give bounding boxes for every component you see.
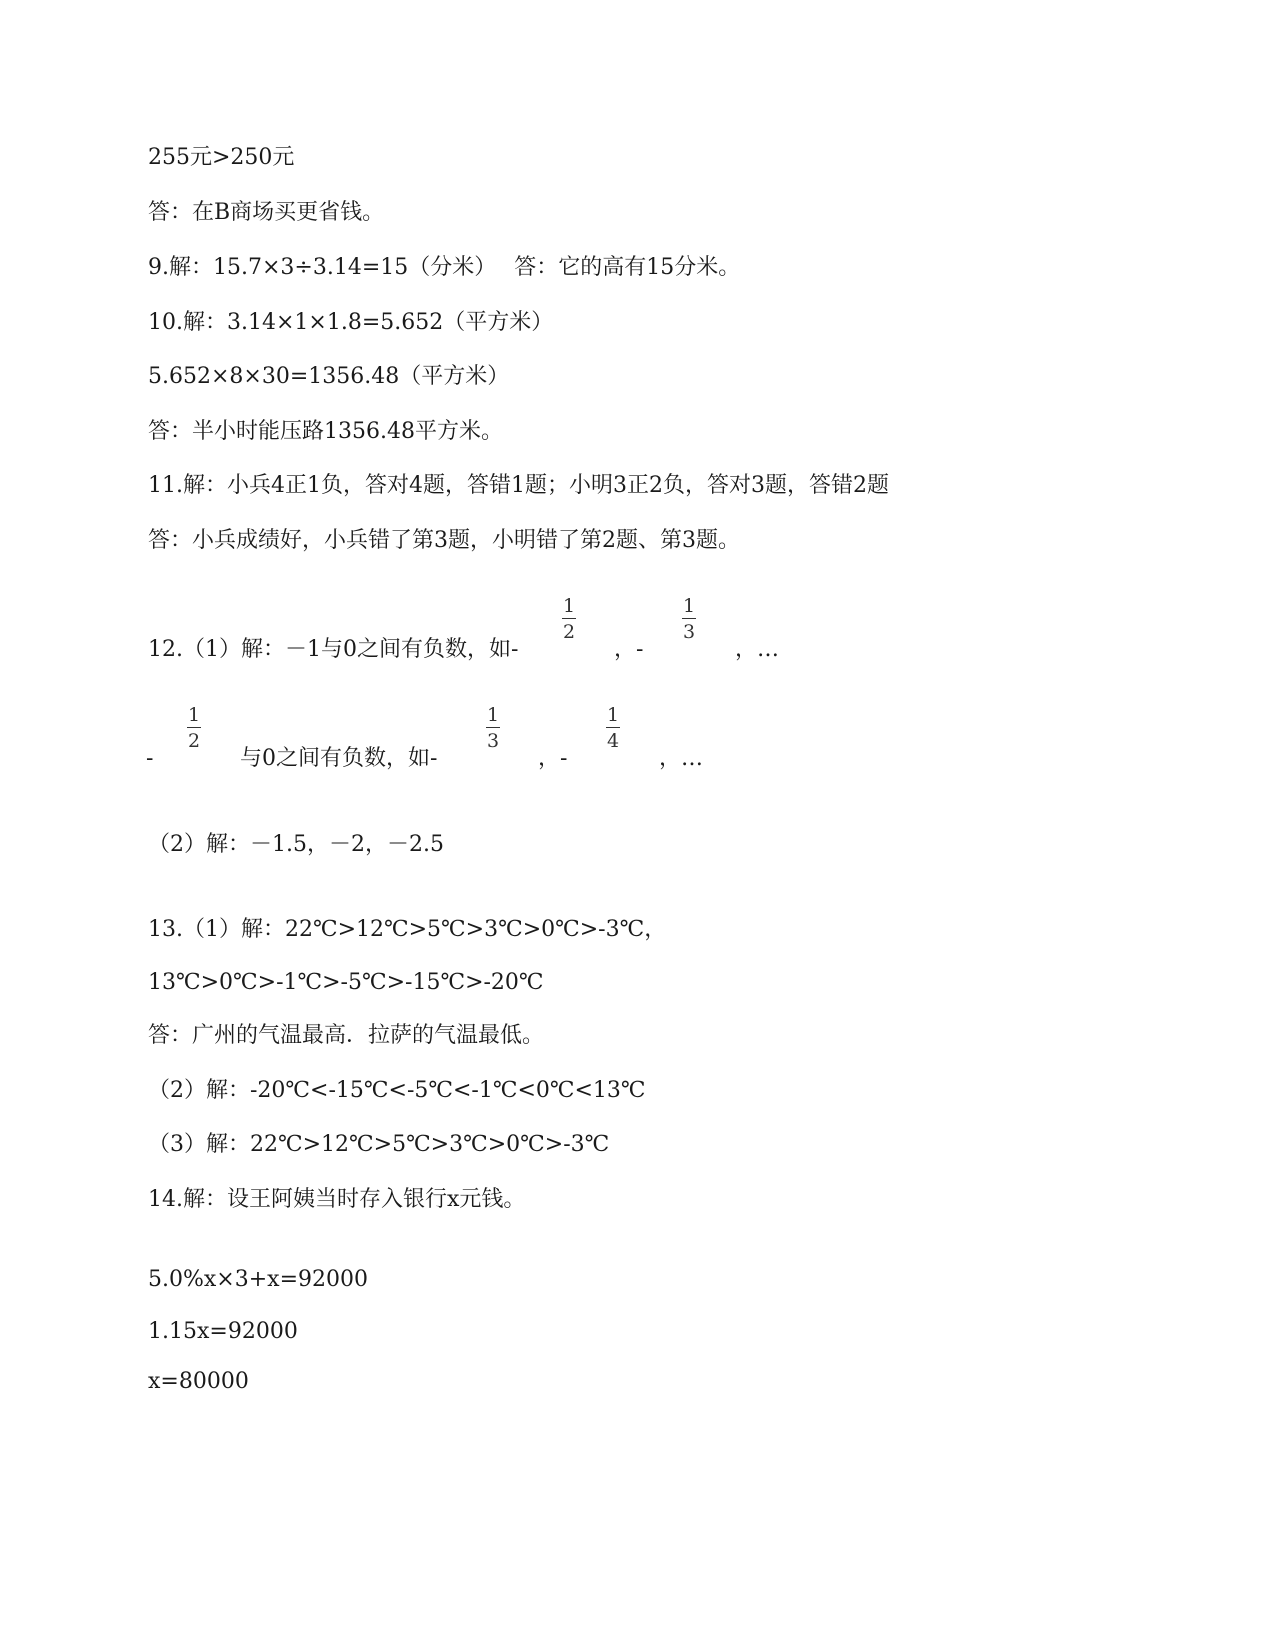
fraction-numerator: 1 — [187, 704, 201, 726]
fraction-denominator: 2 — [562, 621, 576, 643]
fraction-denominator: 2 — [187, 730, 201, 752]
text-line: （2）解：-20℃<-15℃<-5℃<-1℃<0℃<13℃ — [148, 1078, 646, 1103]
text-line: 13℃>0℃>-1℃>-5℃>-15℃>-20℃ — [148, 970, 544, 995]
fraction-one-half — [187, 705, 201, 751]
fraction-one-third — [486, 705, 500, 751]
fraction-numerator: 1 — [606, 704, 620, 726]
fraction-one-third — [682, 596, 696, 642]
q12-line1-separator: ，- — [614, 637, 644, 662]
fraction-denominator: 3 — [682, 621, 696, 643]
text-line: 答：在B商场买更省钱。 — [148, 200, 385, 225]
text-line: 答：小兵成绩好，小兵错了第3题，小明错了第2题、第3题。 — [148, 528, 740, 553]
fraction-bar — [682, 618, 696, 619]
fraction-one-quarter — [606, 705, 620, 751]
fraction-bar — [562, 618, 576, 619]
fraction-denominator: 4 — [606, 730, 620, 752]
text-line: 10.解：3.14×1×1.8=5.652（平方米） — [148, 310, 554, 335]
text-line: 14.解：设王阿姨当时存入银行x元钱。 — [148, 1187, 526, 1212]
q12-line2-prefix: - — [146, 746, 154, 771]
text-line: 9.解：15.7×3÷3.14=15（分米） 答：它的高有15分米。 — [148, 255, 741, 280]
fraction-bar — [187, 727, 201, 728]
text-line: 答：半小时能压路1356.48平方米。 — [148, 419, 503, 444]
fraction-numerator: 1 — [486, 704, 500, 726]
fraction-one-half — [562, 596, 576, 642]
fraction-bar — [486, 727, 500, 728]
q12-line1-prefix: 12.（1）解：－1与0之间有负数，如- — [148, 637, 519, 662]
text-line: 答：广州的气温最高．拉萨的气温最低。 — [148, 1023, 545, 1048]
q12-line2-separator: ，- — [538, 746, 568, 771]
text-line: （2）解：－1.5，－2，－2.5 — [148, 832, 444, 857]
text-line: 255元>250元 — [148, 145, 295, 170]
text-line: （3）解：22℃>12℃>5℃>3℃>0℃>-3℃ — [148, 1132, 610, 1157]
q12-line1-ellipsis: ，… — [735, 637, 780, 662]
text-line: 5.0%x×3+x=92000 — [148, 1267, 368, 1292]
q12-line2-middle: 与0之间有负数，如- — [240, 746, 438, 771]
fraction-numerator: 1 — [682, 595, 696, 617]
fraction-numerator: 1 — [562, 595, 576, 617]
text-line: x=80000 — [148, 1369, 249, 1394]
text-line: 1.15x=92000 — [148, 1319, 298, 1344]
q12-line2-ellipsis: ，… — [659, 746, 704, 771]
text-line: 13.（1）解：22℃>12℃>5℃>3℃>0℃>-3℃， — [148, 917, 667, 942]
text-line: 5.652×8×30=1356.48（平方米） — [148, 364, 510, 389]
fraction-denominator: 3 — [486, 730, 500, 752]
text-line: 11.解：小兵4正1负，答对4题，答错1题；小明3正2负，答对3题，答错2题 — [148, 473, 889, 498]
fraction-bar — [606, 727, 620, 728]
